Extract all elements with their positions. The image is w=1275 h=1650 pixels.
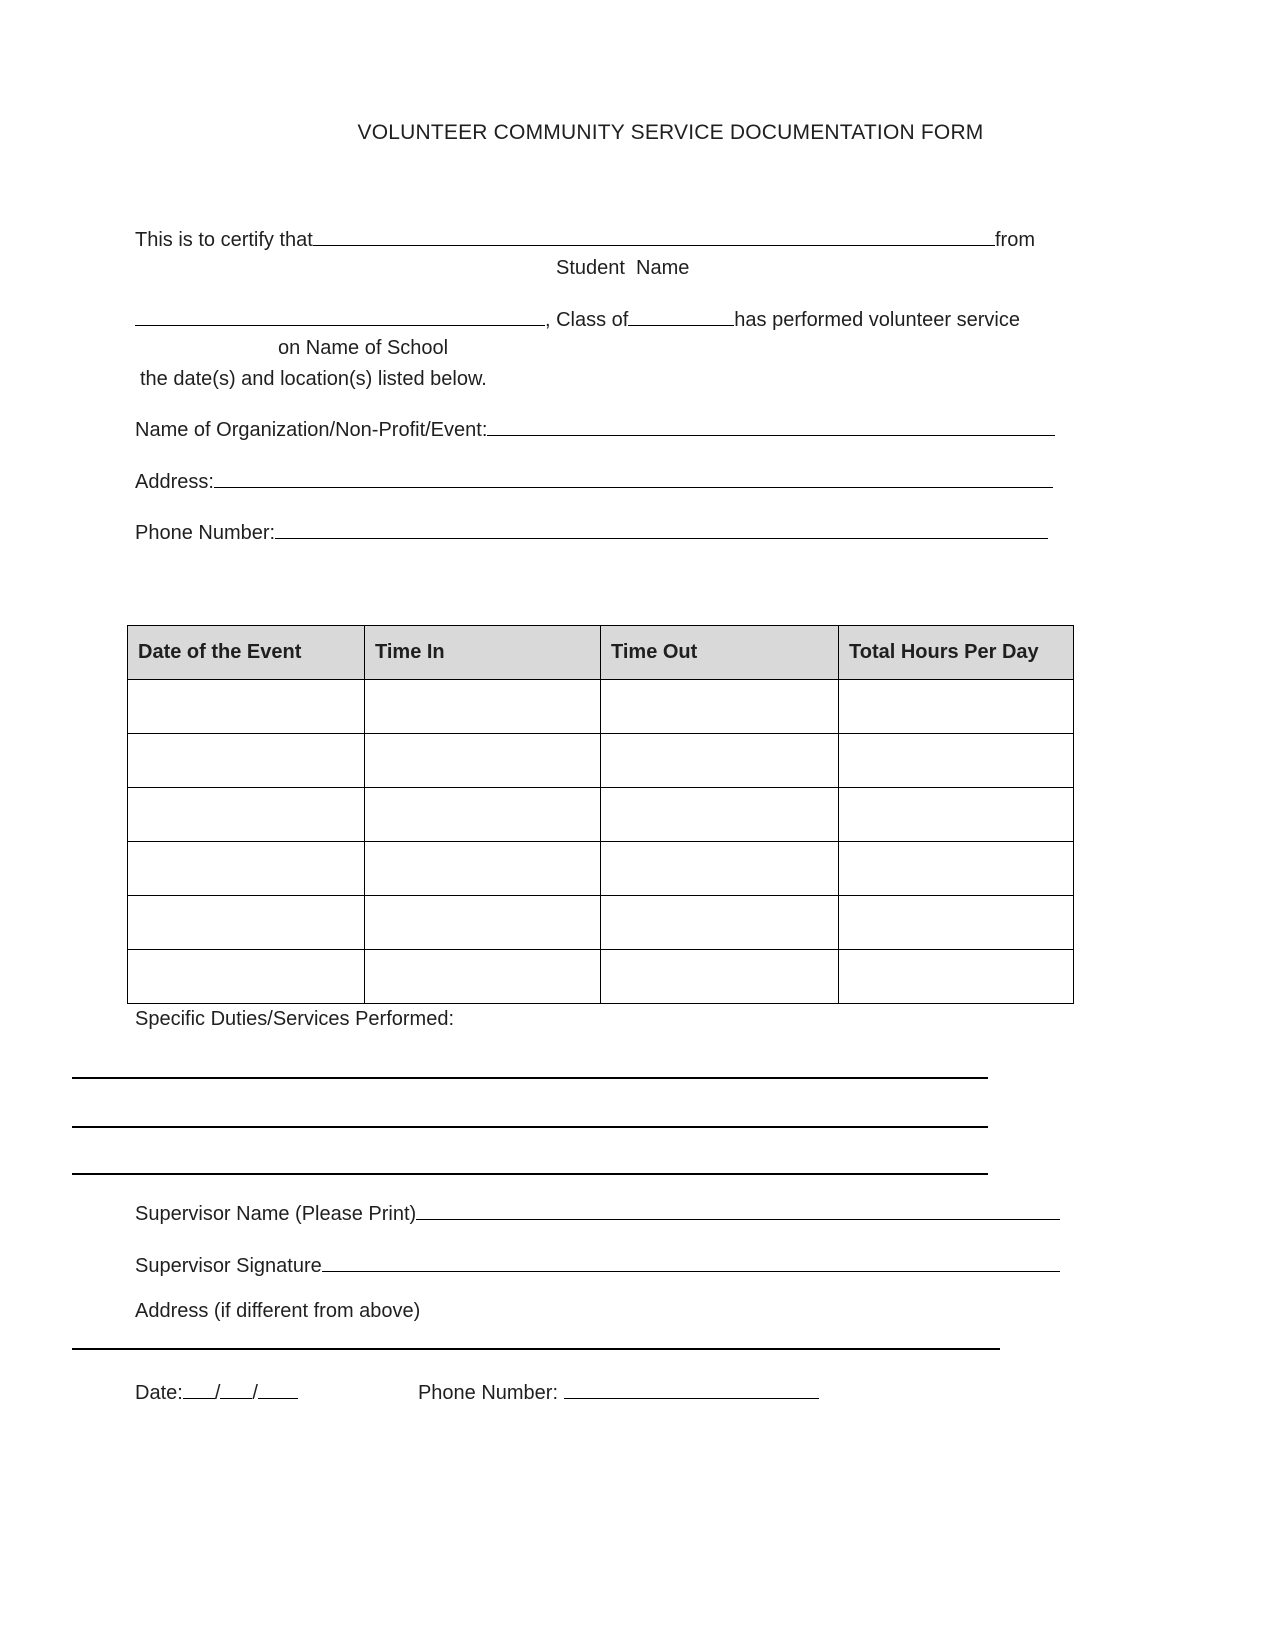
organization-phone-label: Phone Number:: [135, 522, 276, 544]
form-title: VOLUNTEER COMMUNITY SERVICE DOCUMENTATION FORM: [357, 121, 984, 144]
table-cell[interactable]: [839, 680, 1074, 734]
class-of-field[interactable]: [628, 306, 734, 326]
table-row: [128, 788, 1074, 842]
table-cell[interactable]: [365, 842, 601, 896]
supervisor-signature-field[interactable]: [322, 1252, 1060, 1272]
from-label: from: [995, 229, 1035, 251]
duties-line-1[interactable]: [72, 1077, 988, 1079]
supervisor-address-label: Address (if different from above): [135, 1300, 421, 1322]
table-cell[interactable]: [839, 788, 1074, 842]
organization-address-label: Address:: [135, 471, 214, 493]
date-separator-2: /: [252, 1382, 258, 1404]
table-cell[interactable]: [128, 680, 365, 734]
table-cell[interactable]: [601, 680, 839, 734]
organization-address-row: [135, 468, 1053, 494]
table-cell[interactable]: [601, 788, 839, 842]
date-month-field[interactable]: [183, 1379, 215, 1399]
date-day-field[interactable]: [220, 1379, 252, 1399]
table-cell[interactable]: [839, 734, 1074, 788]
organization-address-field[interactable]: [214, 468, 1053, 488]
table-row: [128, 842, 1074, 896]
certify-row: [135, 226, 1035, 252]
performed-label: has performed volunteer service: [734, 309, 1020, 331]
table-cell[interactable]: [601, 842, 839, 896]
table-cell[interactable]: [839, 842, 1074, 896]
table-cell[interactable]: [128, 896, 365, 950]
table-row: [128, 734, 1074, 788]
school-class-row: [135, 306, 1020, 332]
hours-table-body: [128, 680, 1074, 1004]
table-cell[interactable]: [839, 950, 1074, 1004]
school-name-caption: on Name of School: [278, 337, 449, 359]
table-cell[interactable]: [128, 734, 365, 788]
footer-phone-field[interactable]: [564, 1379, 819, 1399]
supervisor-address-field[interactable]: [72, 1348, 1000, 1350]
certify-prefix-label: This is to certify that: [135, 229, 313, 251]
table-cell[interactable]: [601, 950, 839, 1004]
supervisor-signature-row: [135, 1252, 1060, 1278]
table-row: [128, 950, 1074, 1004]
student-name-field[interactable]: [313, 226, 995, 246]
table-cell[interactable]: [365, 896, 601, 950]
table-cell[interactable]: [601, 896, 839, 950]
school-name-field[interactable]: [135, 306, 545, 326]
organization-name-label: Name of Organization/Non-Profit/Event:: [135, 419, 488, 441]
table-cell[interactable]: [365, 950, 601, 1004]
supervisor-name-label: Supervisor Name (Please Print): [135, 1203, 417, 1225]
footer-phone-label: Phone Number:: [417, 1382, 564, 1404]
table-row: [128, 896, 1074, 950]
date-separator-1: /: [214, 1382, 221, 1404]
header-time-out: Time Out: [601, 626, 839, 680]
hours-table: [127, 625, 1074, 1004]
dates-locations-label: the date(s) and location(s) listed below.: [140, 368, 487, 390]
table-header-row: [128, 626, 1074, 680]
table-cell[interactable]: [365, 788, 601, 842]
duties-label: Specific Duties/Services Performed:: [135, 1008, 455, 1030]
student-name-caption: Student Name: [556, 257, 690, 279]
organization-name-field[interactable]: [487, 416, 1055, 436]
supervisor-name-row: [135, 1200, 1060, 1226]
table-cell[interactable]: [601, 734, 839, 788]
organization-phone-row: [135, 519, 1048, 545]
table-cell[interactable]: [365, 734, 601, 788]
table-cell[interactable]: [128, 950, 365, 1004]
duties-line-2[interactable]: [72, 1126, 988, 1128]
class-of-label: , Class of: [545, 309, 629, 331]
footer-row: [135, 1379, 825, 1405]
table-cell[interactable]: [128, 842, 365, 896]
supervisor-name-field[interactable]: [416, 1200, 1060, 1220]
supervisor-signature-label: Supervisor Signature: [135, 1255, 322, 1277]
organization-name-row: [135, 416, 1055, 442]
table-cell[interactable]: [365, 680, 601, 734]
organization-phone-field[interactable]: [275, 519, 1048, 539]
table-row: [128, 680, 1074, 734]
table-cell[interactable]: [839, 896, 1074, 950]
header-total-hours: Total Hours Per Day: [839, 626, 1074, 680]
date-label: Date:: [135, 1382, 183, 1404]
header-date-of-event: Date of the Event: [128, 626, 365, 680]
header-time-in: Time In: [365, 626, 601, 680]
table-cell[interactable]: [128, 788, 365, 842]
date-year-field[interactable]: [258, 1379, 298, 1399]
duties-line-3[interactable]: [72, 1173, 988, 1175]
